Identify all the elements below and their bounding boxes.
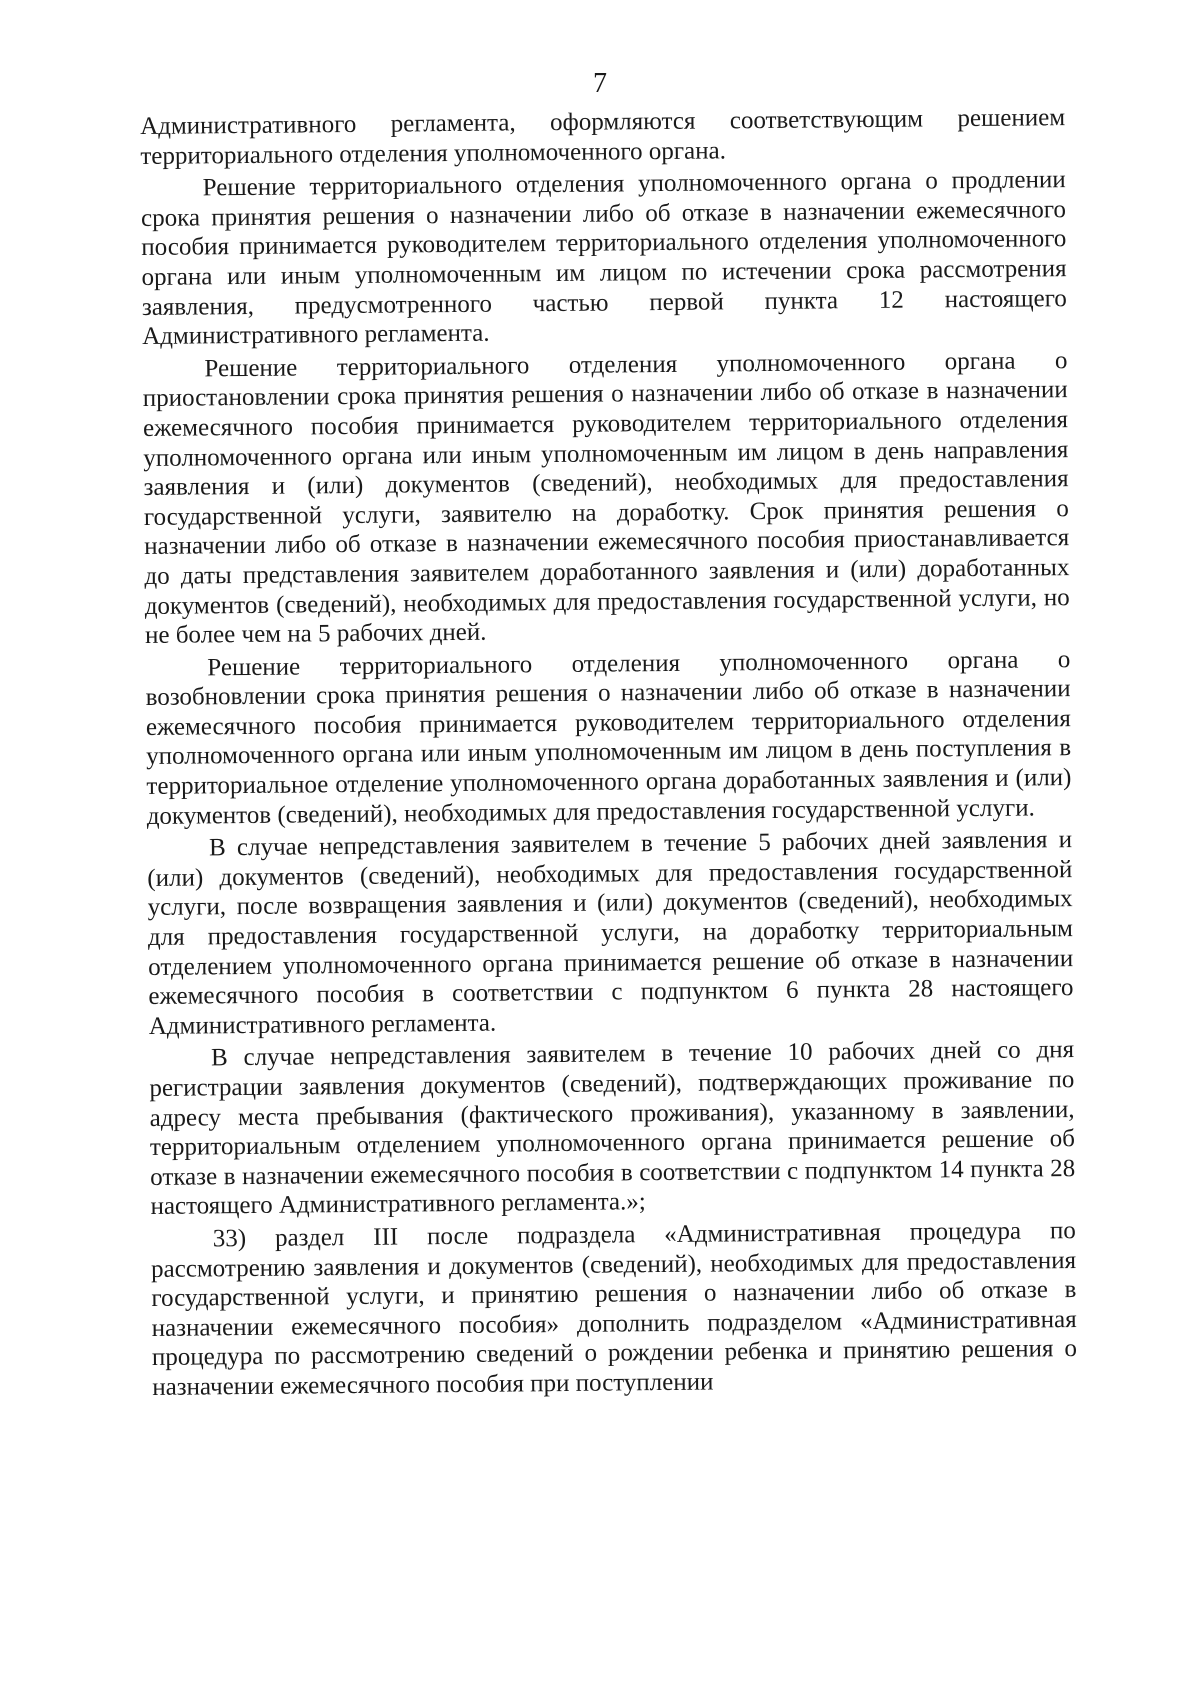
paragraph-extension-decision: Решение территориального отделения уполномоченного органа о продлении срока принятия решения о назначении либо об отказе в назначении ежемесячного пособия принимается руководителем территориального отделения уполномоченного органа или иным уполномоченным им лицом по истечении срока рассмотрения заявления, предусмотренного частью первой пункта 12 настоящего Административного регламента. (140, 166, 1067, 351)
document-body (140, 103, 1077, 1405)
paragraph-refusal-10-days: В случае непредставления заявителем в течение 10 рабочих дней со дня регистрации заявления документов (сведений), подтверждающих проживание по адресу места пребывания (фактического проживания), указанному в заявлении, территориальным отделением уполномоченного органа принимается решение об отказе в назначении ежемесячного пособия в соответствии с подпунктом 14 пункта 28 настоящего Административного регламента.»; (149, 1036, 1076, 1221)
paragraph-item-33: 33) раздел III после подраздела «Административная процедура по рассмотрению заявления и документов (сведений), необходимых для предоставления государственной услуги, и принятию решения о назначении либо об отказе в назначении ежемесячного пособия» дополнить подразделом «Административная процедура по рассмотрению сведений о рождении ребенка и принятию решения о назначении ежемесячного пособия при поступлении (150, 1217, 1078, 1401)
paragraph-refusal-5-days: В случае непредставления заявителем в течение 5 рабочих дней заявления и (или) документов (сведений), необходимых для предоставления государственной услуги, после возвращения заявления и (или) документов (сведений), необходимых для предоставления государственной услуги, на доработку территориальным отделением уполномоченного органа принимается решение об отказе в назначении ежемесячного пособия в соответствии с подпунктом 6 пункта 28 настоящего Административного регламента. (147, 826, 1074, 1040)
page-number: 7 (593, 68, 607, 99)
paragraph-suspension-decision: Решение территориального отделения уполномоченного органа о приостановлении срока принятия решения о назначении либо об отказе в назначении ежемесячного пособия принимается руководителем территориального отделения уполномоченного органа или иным уполномоченным им лицом в день направления заявления и (или) документов (сведений), необходимых для предоставления государственной услуги, заявителю на доработку. Срок принятия решения о назначении либо об отказе в назначении ежемесячного пособия приостанавливается до даты представления заявителем доработанного заявления и (или) доработанных документов (сведений), необходимых для предоставления государственной услуги, но не более чем на 5 рабочих дней. (142, 346, 1070, 650)
paragraph-continuation: Административного регламента, оформляются соответствующим решением территориального отделения уполномоченного органа. (140, 104, 1066, 170)
paragraph-resumption-decision: Решение территориального отделения уполномоченного органа о возобновлении срока принятия решения о назначении либо об отказе в назначении ежемесячного пособия принимается руководителем территориального отделения уполномоченного органа или иным уполномоченным им лицом в день поступления в территориальное отделение уполномоченного органа доработанных заявления и (или) документов (сведений), необходимых для предоставления государственной услуги. (145, 645, 1072, 830)
